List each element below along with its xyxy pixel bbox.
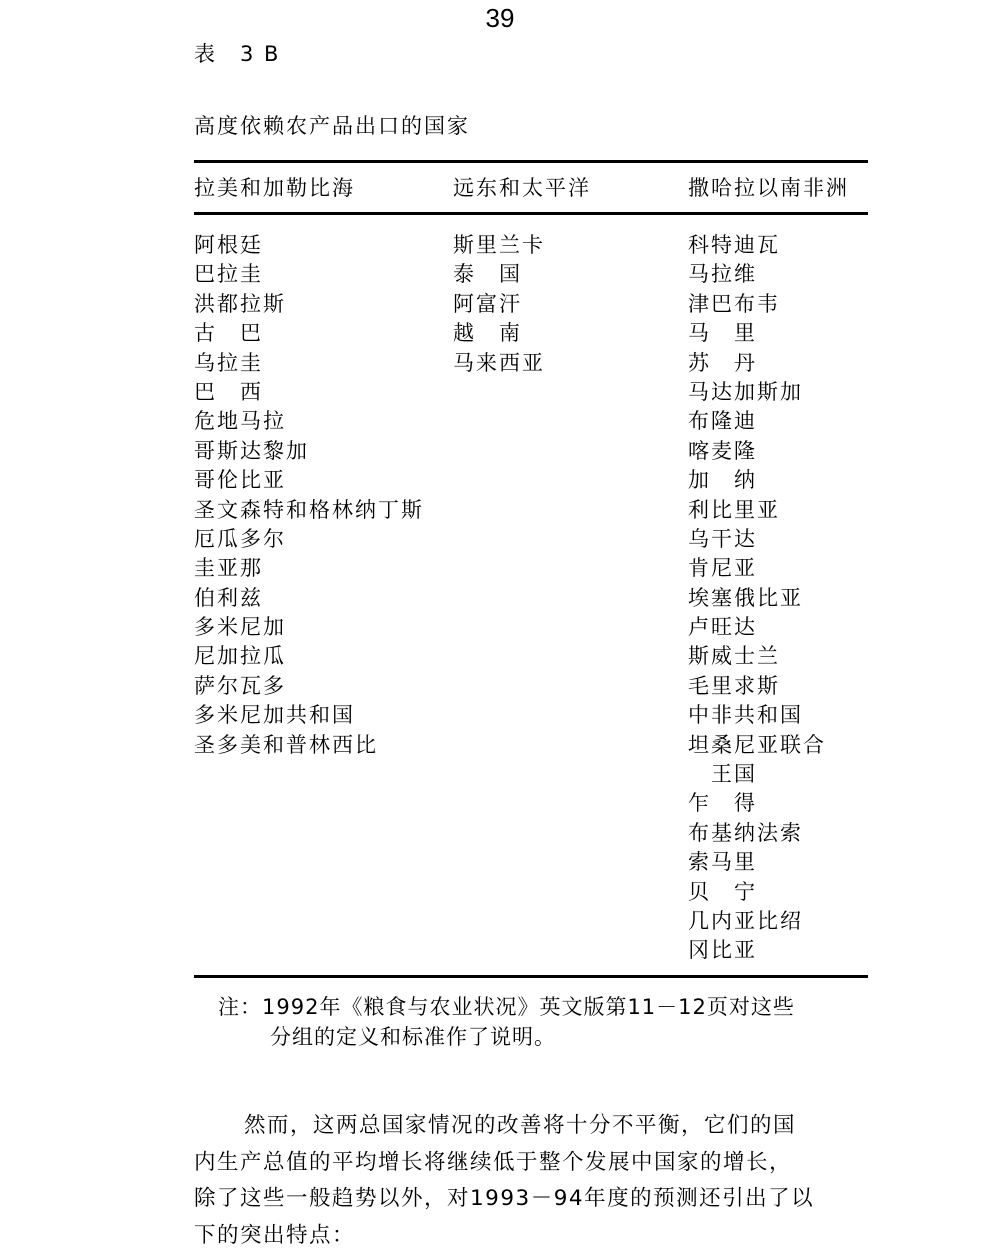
country-name: 多米尼加共和国 <box>194 703 355 728</box>
country-name: 乌拉圭 <box>194 350 263 375</box>
country-name: 肯尼亚 <box>688 556 757 581</box>
country-name: 巴 西 <box>194 379 263 404</box>
country-name: 伯利兹 <box>194 585 263 610</box>
footnote-line-1: 注：1992年《粮食与农业状况》英文版第11－12页对这些 <box>218 995 795 1019</box>
country-name: 津巴布韦 <box>688 291 780 316</box>
country-name: 萨尔瓦多 <box>194 673 286 698</box>
country-name: 索马里 <box>688 850 757 875</box>
table-title: 高度依赖农产品出口的国家 <box>194 114 470 138</box>
country-name: 泰 国 <box>453 262 522 287</box>
country-name: 卢旺达 <box>688 615 757 640</box>
country-name: 利比里亚 <box>688 497 780 522</box>
table-bottom-rule <box>194 975 868 978</box>
country-name: 加 纳 <box>688 468 757 493</box>
country-list-sub-saharan-africa <box>688 231 826 966</box>
country-name: 圭亚那 <box>194 556 263 581</box>
country-name: 布基纳法索 <box>688 820 803 845</box>
country-list-latin-america <box>194 231 424 760</box>
country-name: 马来西亚 <box>453 350 545 375</box>
footnote-line-2: 分组的定义和标准作了说明。 <box>270 1025 556 1049</box>
table-top-rule <box>194 160 868 163</box>
table-footnote <box>218 992 878 1052</box>
country-name: 马拉维 <box>688 262 757 287</box>
country-name: 马达加斯加 <box>688 379 803 404</box>
country-name: 多米尼加 <box>194 615 286 640</box>
country-list-far-east <box>453 231 545 378</box>
table-header-rule <box>194 212 868 215</box>
table-label: 表 3 B <box>194 42 281 66</box>
country-name: 中非共和国 <box>688 703 803 728</box>
country-name: 马 里 <box>688 321 757 346</box>
column-header-latin-america: 拉美和加勒比海 <box>194 176 355 200</box>
country-name: 阿根廷 <box>194 233 263 257</box>
page-number: 39 <box>485 3 515 33</box>
country-name: 危地马拉 <box>194 409 286 434</box>
country-name: 斯里兰卡 <box>453 233 545 257</box>
paragraph-line-4: 下的突出特点： <box>194 1222 356 1248</box>
country-name: 古 巴 <box>194 321 263 346</box>
country-name: 越 南 <box>453 321 522 346</box>
country-name: 圣多美和普林西比 <box>194 732 378 757</box>
column-header-far-east: 远东和太平洋 <box>453 176 591 200</box>
country-name: 王国 <box>688 762 757 787</box>
country-name: 苏 丹 <box>688 350 757 375</box>
country-name: 洪都拉斯 <box>194 291 286 316</box>
country-name: 斯威士兰 <box>688 644 780 669</box>
country-name: 坦桑尼亚联合 <box>688 732 826 757</box>
country-name: 布隆迪 <box>688 409 757 434</box>
country-name: 圣文森特和格林纳丁斯 <box>194 497 424 522</box>
country-name: 厄瓜多尔 <box>194 526 286 551</box>
column-header-sub-saharan-africa: 撒哈拉以南非洲 <box>688 176 849 200</box>
body-paragraph <box>194 1108 870 1254</box>
paragraph-line-1: 然而，这两总国家情况的改善将十分不平衡，它们的国 <box>244 1113 797 1138</box>
country-name: 毛里求斯 <box>688 673 780 698</box>
country-name: 喀麦隆 <box>688 438 757 463</box>
country-name: 哥斯达黎加 <box>194 438 309 463</box>
paragraph-line-3: 除了这些一般趋势以外，对1993－94年度的预测还引出了以 <box>194 1186 815 1211</box>
country-name: 乍 得 <box>688 791 757 816</box>
country-name: 贝 宁 <box>688 879 757 904</box>
country-name: 哥伦比亚 <box>194 468 286 493</box>
country-name: 巴拉圭 <box>194 262 263 287</box>
country-name: 埃塞俄比亚 <box>688 585 803 610</box>
paragraph-line-2: 内生产总值的平均增长将继续低于整个发展中国家的增长， <box>194 1149 793 1175</box>
country-name: 阿富汗 <box>453 291 522 316</box>
country-name: 乌干达 <box>688 526 757 551</box>
country-name: 几内亚比绍 <box>688 908 803 933</box>
country-name: 尼加拉瓜 <box>194 644 286 669</box>
country-name: 科特迪瓦 <box>688 233 780 257</box>
country-name: 冈比亚 <box>688 938 757 963</box>
